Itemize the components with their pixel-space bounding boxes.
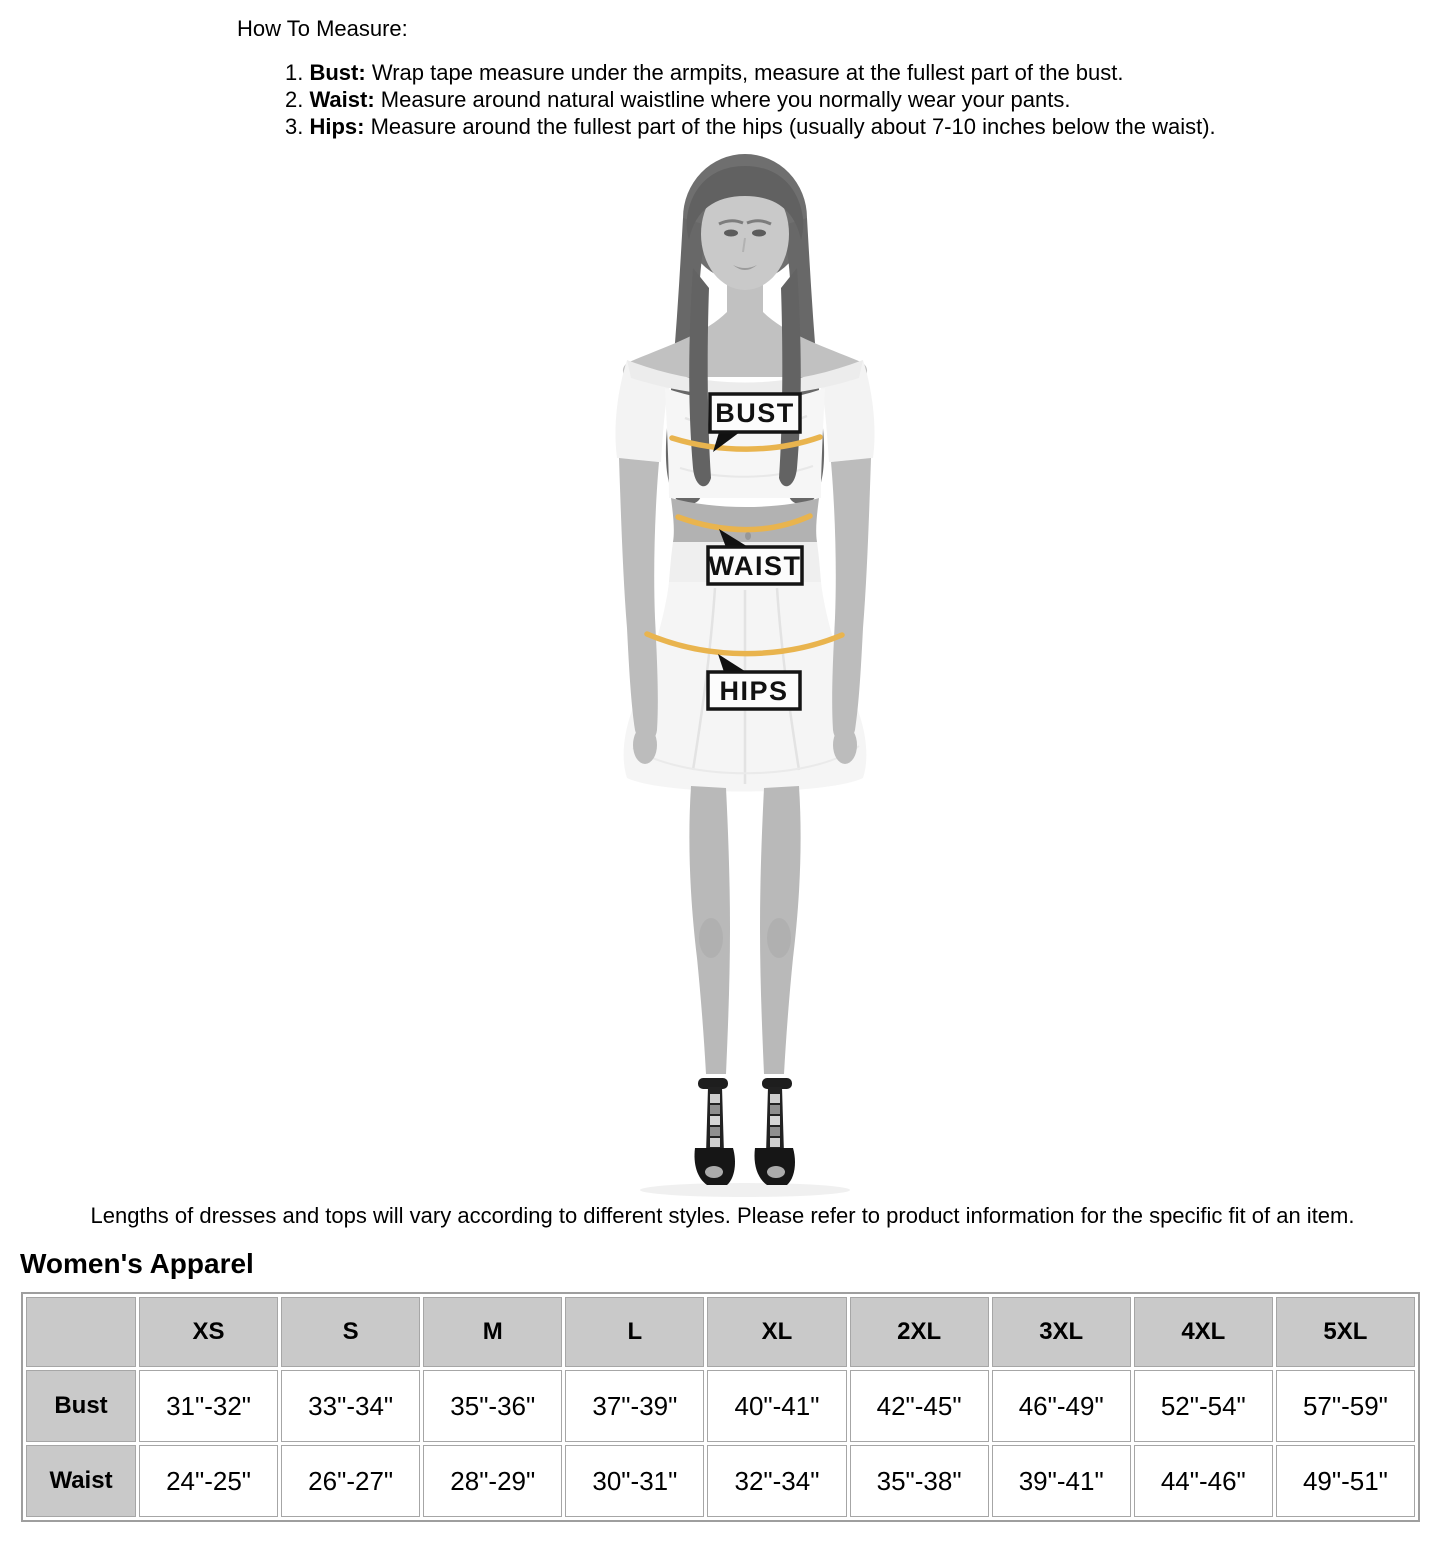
size-col-4xl: 4XL [1134, 1297, 1273, 1367]
cell-bust-xl: 40"-41" [707, 1370, 846, 1442]
cell-waist-2xl: 35"-38" [850, 1445, 989, 1517]
step-label: Hips: [309, 114, 365, 139]
cell-waist-m: 28"-29" [423, 1445, 562, 1517]
instruction-hips [285, 113, 1216, 140]
cell-waist-4xl: 44"-46" [1134, 1445, 1273, 1517]
hair-strand-right [779, 268, 801, 486]
cell-waist-5xl: 49"-51" [1276, 1445, 1415, 1517]
cell-bust-3xl: 46"-49" [992, 1370, 1131, 1442]
floor-shadow [640, 1183, 850, 1197]
section-title: Women's Apparel [20, 1248, 254, 1279]
row-label-bust: Bust [26, 1370, 136, 1442]
cell-bust-5xl: 57"-59" [1276, 1370, 1415, 1442]
waist-callout-label: WAIST [708, 551, 802, 581]
size-col-2xl: 2XL [850, 1297, 989, 1367]
size-col-5xl: 5XL [1276, 1297, 1415, 1367]
measure-instructions [285, 59, 1216, 140]
corner-cell [26, 1297, 136, 1367]
size-col-s: S [281, 1297, 420, 1367]
cell-waist-l: 30"-31" [565, 1445, 704, 1517]
bust-callout-label: BUST [715, 398, 795, 428]
size-table [21, 1292, 1420, 1522]
table-row-waist [26, 1445, 1415, 1517]
cell-waist-xl: 32"-34" [707, 1445, 846, 1517]
step-number: 1. [285, 60, 304, 85]
step-text: Measure around natural waistline where you normally wear your pants. [380, 87, 1071, 112]
instruction-bust [285, 59, 1216, 86]
cell-bust-m: 35"-36" [423, 1370, 562, 1442]
row-label-waist: Waist [26, 1445, 136, 1517]
step-number: 3. [285, 114, 304, 139]
size-col-l: L [565, 1297, 704, 1367]
shoes [695, 1078, 796, 1185]
navel [745, 532, 751, 540]
cell-bust-2xl: 42"-45" [850, 1370, 989, 1442]
legs [689, 786, 800, 1074]
size-col-m: M [423, 1297, 562, 1367]
cell-bust-4xl: 52"-54" [1134, 1370, 1273, 1442]
cell-waist-s: 26"-27" [281, 1445, 420, 1517]
step-label: Waist: [309, 87, 375, 112]
right-hand [833, 726, 857, 764]
howto-title: How To Measure: [237, 16, 408, 41]
face [687, 166, 804, 290]
left-eye [724, 230, 738, 237]
cell-waist-xs: 24"-25" [139, 1445, 278, 1517]
instruction-waist [285, 86, 1216, 113]
size-table-header-row [26, 1297, 1415, 1367]
left-hand [633, 726, 657, 764]
step-text: Measure around the fullest part of the hips (usually about 7-10 inches below the waist). [370, 114, 1216, 139]
step-label: Bust: [309, 60, 366, 85]
table-row-bust [26, 1370, 1415, 1442]
model-figure-svg [515, 148, 975, 1200]
cell-bust-xs: 31"-32" [139, 1370, 278, 1442]
size-col-xs: XS [139, 1297, 278, 1367]
model-figure [515, 148, 975, 1200]
hair-strand-left [689, 268, 711, 486]
right-eye [752, 230, 766, 237]
fit-note: Lengths of dresses and tops will vary according to different styles. Please refer to product information for the specific fit of an item. [90, 1203, 1355, 1228]
size-col-3xl: 3XL [992, 1297, 1131, 1367]
cell-bust-l: 37"-39" [565, 1370, 704, 1442]
cell-bust-s: 33"-34" [281, 1370, 420, 1442]
size-col-xl: XL [707, 1297, 846, 1367]
step-number: 2. [285, 87, 304, 112]
hips-callout-label: HIPS [719, 676, 789, 706]
step-text: Wrap tape measure under the armpits, measure at the fullest part of the bust. [371, 60, 1124, 85]
cell-waist-3xl: 39"-41" [992, 1445, 1131, 1517]
